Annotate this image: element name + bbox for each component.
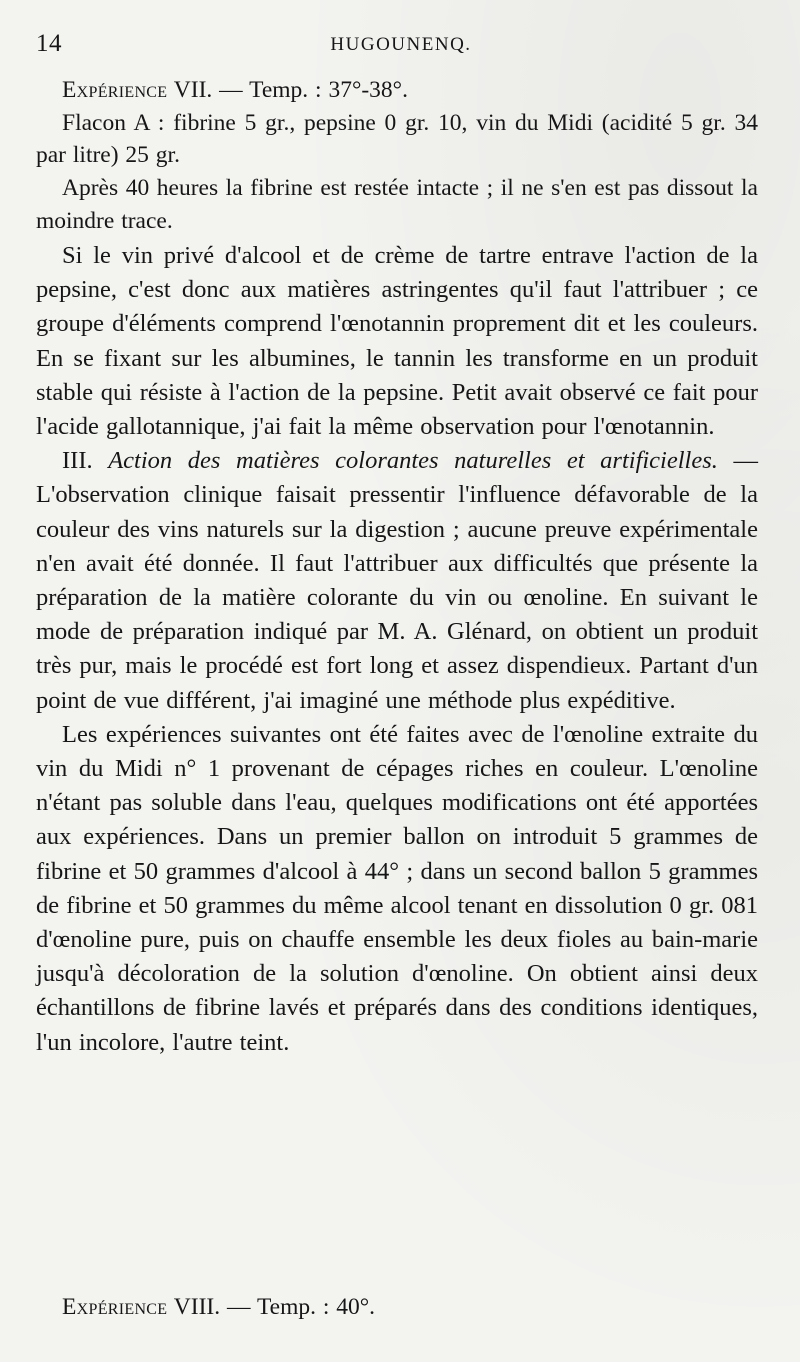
experiment-eight-heading	[36, 1291, 758, 1323]
page-header	[36, 30, 766, 66]
running-head: HUGOUNENQ.	[330, 34, 472, 55]
paragraph-experiments-oenoline: Les expériences suivantes ont été faites avec de l'œnoline extraite du vin du Midi n° 1 provenant de cépages riches en couleur. L'œnoline n'étant pas soluble dans l'eau, quelques modifications ont été apportées aux expériences. Dans un premier ballon on introduit 5 grammes de fibrine et 50 grammes d'alcool à 44° ; dans un second ballon 5 grammes de fibrine et 50 grammes du même alcool tenant en dissolution 0 gr. 081 d'œnoline pure, puis on chauffe ensemble les deux fioles au bain-marie jusqu'à décoloration de la solution d'œnoline. On obtient ainsi deux échantillons de fibrine lavés et préparés dans des conditions identiques, l'un incolore, l'autre teint.	[36, 720, 758, 1056]
section-number: III.	[62, 447, 109, 475]
section-three-text: — L'observation clinique faisait pressentir l'influence défavorable de la couleur des vins naturels sur la digestion ; aucune preuve expérimentale n'en avait été donnée. Il faut l'attribuer aux difficultés que présente la préparation de la matière colorante du vin ou œnoline. En suivant le mode de préparation indiqué par M. A. Glénard, on obtient un produit très pur, mais le procédé est fort long et assez dispendieux. Partant d'un point de vue différent, j'ai imaginé une méthode plus expéditive.	[36, 447, 759, 714]
experiment-seven-block	[36, 74, 758, 238]
experiment-seven-temperature: VII. — Temp. : 37°-38°.	[167, 77, 408, 103]
experiment-seven-heading	[36, 74, 758, 107]
experiment-eight-block	[36, 1291, 758, 1323]
experiment-eight-label: Expérience	[62, 1294, 168, 1320]
experiment-eight-temperature: VIII. — Temp. : 40°.	[167, 1294, 376, 1320]
experiment-seven-result: Après 40 heures la fibrine est restée intacte ; il ne s'en est pas dissout la moindre trace.	[36, 175, 758, 234]
main-text-block	[36, 239, 758, 1060]
section-title: Action des matières colorantes naturelles et artificielles.	[108, 447, 718, 475]
experiment-seven-label: Expérience	[62, 77, 168, 103]
page-number: 14	[36, 30, 62, 57]
paragraph-section-three	[36, 444, 758, 718]
flacon-description: Flacon A : fibrine 5 gr., pepsine 0 gr. 10, vin du Midi (acidité 5 gr. 34 par litre) 25 gr.	[36, 109, 758, 169]
paragraph-astringent-matters: Si le vin privé d'alcool et de crème de tartre entrave l'action de la pepsine, c'est donc aux matières astringentes qu'il faut l'attribuer ; ce groupe d'éléments comprend l'œnotannin proprement dit et les couleurs. En se fixant sur les albumines, le tannin les transforme en un produit stable qui résiste à l'action de la pepsine. Petit avait observé ce fait pour l'acide gallotannique, j'ai fait la même observation pour l'œnotannin.	[36, 242, 758, 441]
